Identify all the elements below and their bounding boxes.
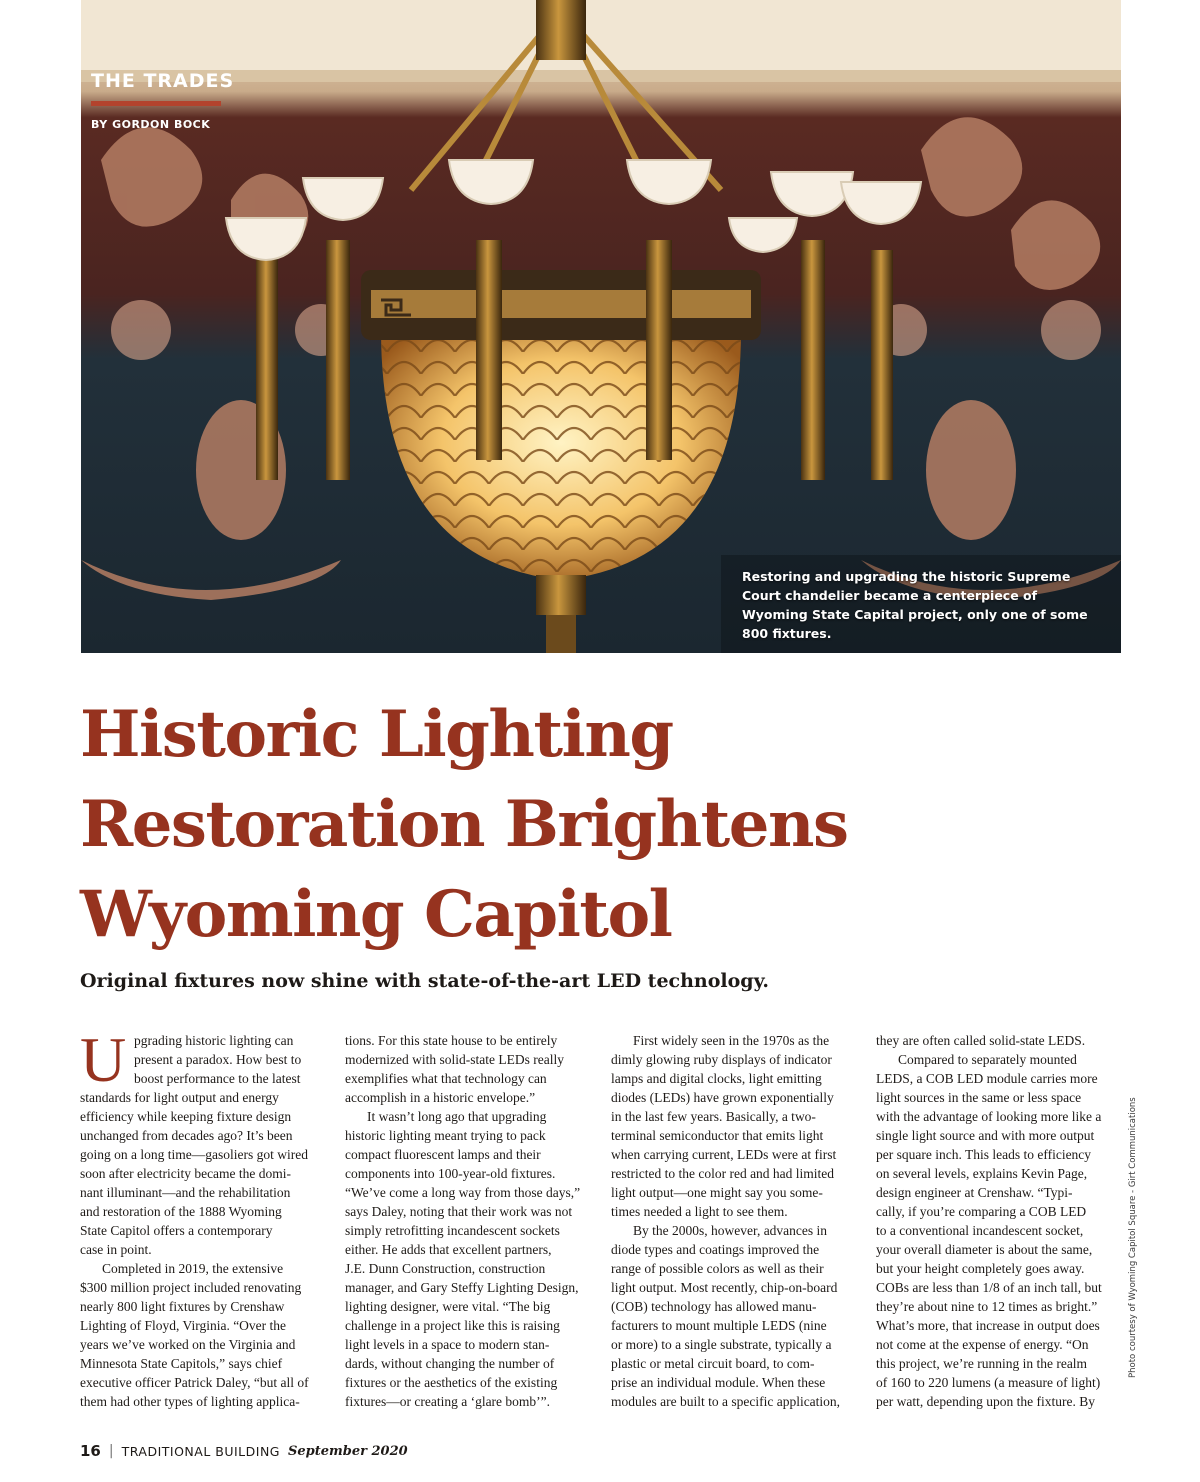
text-line: with the advantage of looking more like a	[876, 1109, 1102, 1124]
article-column-2	[345, 1031, 595, 1411]
text-line: light output—one might say you some-	[611, 1185, 823, 1200]
text-line: exemplifies what that technology can	[345, 1071, 547, 1086]
article-column-3	[611, 1031, 861, 1411]
text-line: efficiency while keeping fixture design	[80, 1109, 292, 1124]
text-line: “We’ve come a long way from those days,”	[345, 1185, 581, 1200]
text-line: years we’ve worked on the Virginia and	[80, 1337, 296, 1352]
text-line: State Capitol offers a contemporary	[80, 1223, 273, 1238]
text-line: LEDS, a COB LED module carries more	[876, 1071, 1098, 1086]
text-line: lamps and digital clocks, light emitting	[611, 1071, 822, 1086]
headline-line: Historic Lighting	[80, 697, 673, 772]
text-line: times needed a light to see them.	[611, 1204, 788, 1219]
text-line: unchanged from decades ago? It’s been	[80, 1128, 293, 1143]
text-line: not come at the expense of energy. “On	[876, 1337, 1089, 1352]
text-line: Compared to separately mounted	[898, 1052, 1077, 1067]
article-column-1	[80, 1024, 326, 1411]
headline-line: Restoration Brightens	[80, 787, 848, 862]
text-line: cally, if you’re comparing a COB LED	[876, 1204, 1087, 1219]
photo-credit: Photo courtesy of Wyoming Capitol Square - Girt Communications	[1128, 1097, 1138, 1378]
byline: BY GORDON BOCK	[91, 118, 211, 131]
text-line: $300 million project included renovating	[80, 1280, 302, 1295]
text-line: per square inch. This leads to efficiency	[876, 1147, 1092, 1162]
text-line: Minnesota State Capitols,” says chief	[80, 1356, 283, 1371]
text-line: manager, and Gary Steffy Lighting Design,	[345, 1280, 579, 1295]
text-line: What’s more, that increase in output does	[876, 1318, 1100, 1333]
text-line: them had other types of lighting applica-	[80, 1394, 300, 1409]
text-line: tions. For this state house to be entirely	[345, 1033, 558, 1048]
text-line: per watt, depending upon the fixture. By	[876, 1394, 1095, 1409]
text-line: prise an individual module. When these	[611, 1375, 826, 1390]
text-line: in the last few years. Basically, a two-	[611, 1109, 816, 1124]
text-line: range of possible colors as well as their	[611, 1261, 824, 1276]
text-line: says Daley, noting that their work was not	[345, 1204, 573, 1219]
text-line: It wasn’t long ago that upgrading	[367, 1109, 547, 1124]
text-line: fixtures or the aesthetics of the existing	[345, 1375, 558, 1390]
text-line: dimly glowing ruby displays of indicator	[611, 1052, 832, 1067]
text-line: but your height completely goes away.	[876, 1261, 1085, 1276]
text-line: to a conventional incandescent socket,	[876, 1223, 1084, 1238]
text-line: By the 2000s, however, advances in	[633, 1223, 828, 1238]
text-line: fixtures—or creating a ‘glare bomb’”.	[345, 1394, 551, 1409]
kicker-rule	[91, 101, 221, 106]
page-footer	[80, 1440, 408, 1462]
text-line: boost performance to the latest	[134, 1071, 301, 1086]
issue-date: September 2020	[288, 1443, 408, 1459]
text-line: light levels in a space to modern stan-	[345, 1337, 550, 1352]
text-line: challenge in a project like this is raising	[345, 1318, 560, 1333]
text-line: simply retrofitting incandescent sockets	[345, 1223, 560, 1238]
footer-separator: |	[108, 1443, 114, 1459]
text-line: executive officer Patrick Daley, “but all of	[80, 1375, 309, 1390]
dropcap: U	[80, 1024, 127, 1095]
text-line: restricted to the color red and had limited	[611, 1166, 835, 1181]
text-line: they are often called solid-state LEDS.	[876, 1033, 1086, 1048]
text-line: historic lighting meant trying to pack	[345, 1128, 546, 1143]
text-line: pgrading historic lighting can	[134, 1033, 294, 1048]
chandelier-illustration	[81, 0, 1121, 653]
text-line: plastic or metal circuit board, to com-	[611, 1356, 815, 1371]
section-kicker: THE TRADES	[91, 70, 235, 92]
deck: Original fixtures now shine with state-of-the-art LED technology.	[80, 970, 770, 992]
text-line: dards, without changing the number of	[345, 1356, 555, 1371]
text-line: your overall diameter is about the same,	[876, 1242, 1093, 1257]
text-line: nearly 800 light fixtures by Crenshaw	[80, 1299, 285, 1314]
text-line: J.E. Dunn Construction, construction	[345, 1261, 546, 1276]
text-line: this project, we’re running in the realm	[876, 1356, 1088, 1371]
text-line: diodes (LEDs) have grown exponentially	[611, 1090, 834, 1105]
text-line: modernized with solid-state LEDs really	[345, 1052, 564, 1067]
magazine-name: TRADITIONAL BUILDING	[121, 1443, 280, 1459]
text-line: terminal semiconductor that emits light	[611, 1128, 824, 1143]
text-line: lighting designer, were vital. “The big	[345, 1299, 551, 1314]
text-line: either. He adds that excellent partners,	[345, 1242, 552, 1257]
text-line: going on a long time—gasoliers got wired	[80, 1147, 308, 1162]
text-line: (COB) technology has allowed manu-	[611, 1299, 817, 1314]
text-line: First widely seen in the 1970s as the	[633, 1033, 830, 1048]
text-line: design engineer at Crenshaw. “Typi-	[876, 1185, 1073, 1200]
text-line: of 160 to 220 lumens (a measure of light)	[876, 1375, 1101, 1390]
text-line: nant illuminant—and the rehabilitation	[80, 1185, 291, 1200]
text-line: or more) to a single substrate, typically a	[611, 1337, 832, 1352]
text-line: when carrying current, LEDs were at first	[611, 1147, 837, 1162]
headline-line: Wyoming Capitol	[80, 877, 672, 952]
text-line: Lighting of Floyd, Virginia. “Over the	[80, 1318, 287, 1333]
text-line: modules are built to a specific application,	[611, 1394, 841, 1409]
text-line: on several levels, explains Kevin Page,	[876, 1166, 1088, 1181]
text-line: light sources in the same or less space	[876, 1090, 1082, 1105]
page-number: 16	[80, 1442, 101, 1460]
text-line: soon after electricity became the domi-	[80, 1166, 292, 1181]
text-line: accomplish in a historic envelope.”	[345, 1090, 536, 1105]
text-line: COBs are less than 1/8 of an inch tall, but	[876, 1280, 1102, 1295]
text-line: standards for light output and energy	[80, 1090, 279, 1105]
text-line: facturers to mount multiple LEDS (nine	[611, 1318, 827, 1333]
text-line: single light source and with more output	[876, 1128, 1095, 1143]
text-line: light output. Most recently, chip-on-board	[611, 1280, 838, 1295]
text-line: they’re about nine to 12 times as bright.”	[876, 1299, 1098, 1314]
text-line: case in point.	[80, 1242, 152, 1257]
photo-caption: Restoring and upgrading the historic Supreme Court chandelier became a centerpiece of Wyoming State Capital project, only one of some 800 fixtures.	[742, 569, 1088, 641]
chandelier-photo	[81, 0, 1121, 653]
headline	[80, 690, 1140, 960]
text-line: components into 100-year-old fixtures.	[345, 1166, 556, 1181]
text-line: diode types and coatings improved the	[611, 1242, 820, 1257]
text-line: present a paradox. How best to	[134, 1052, 302, 1067]
text-line: Completed in 2019, the extensive	[102, 1261, 284, 1276]
text-line: and restoration of the 1888 Wyoming	[80, 1204, 282, 1219]
text-line: compact fluorescent lamps and their	[345, 1147, 541, 1162]
article-column-4	[876, 1031, 1126, 1411]
